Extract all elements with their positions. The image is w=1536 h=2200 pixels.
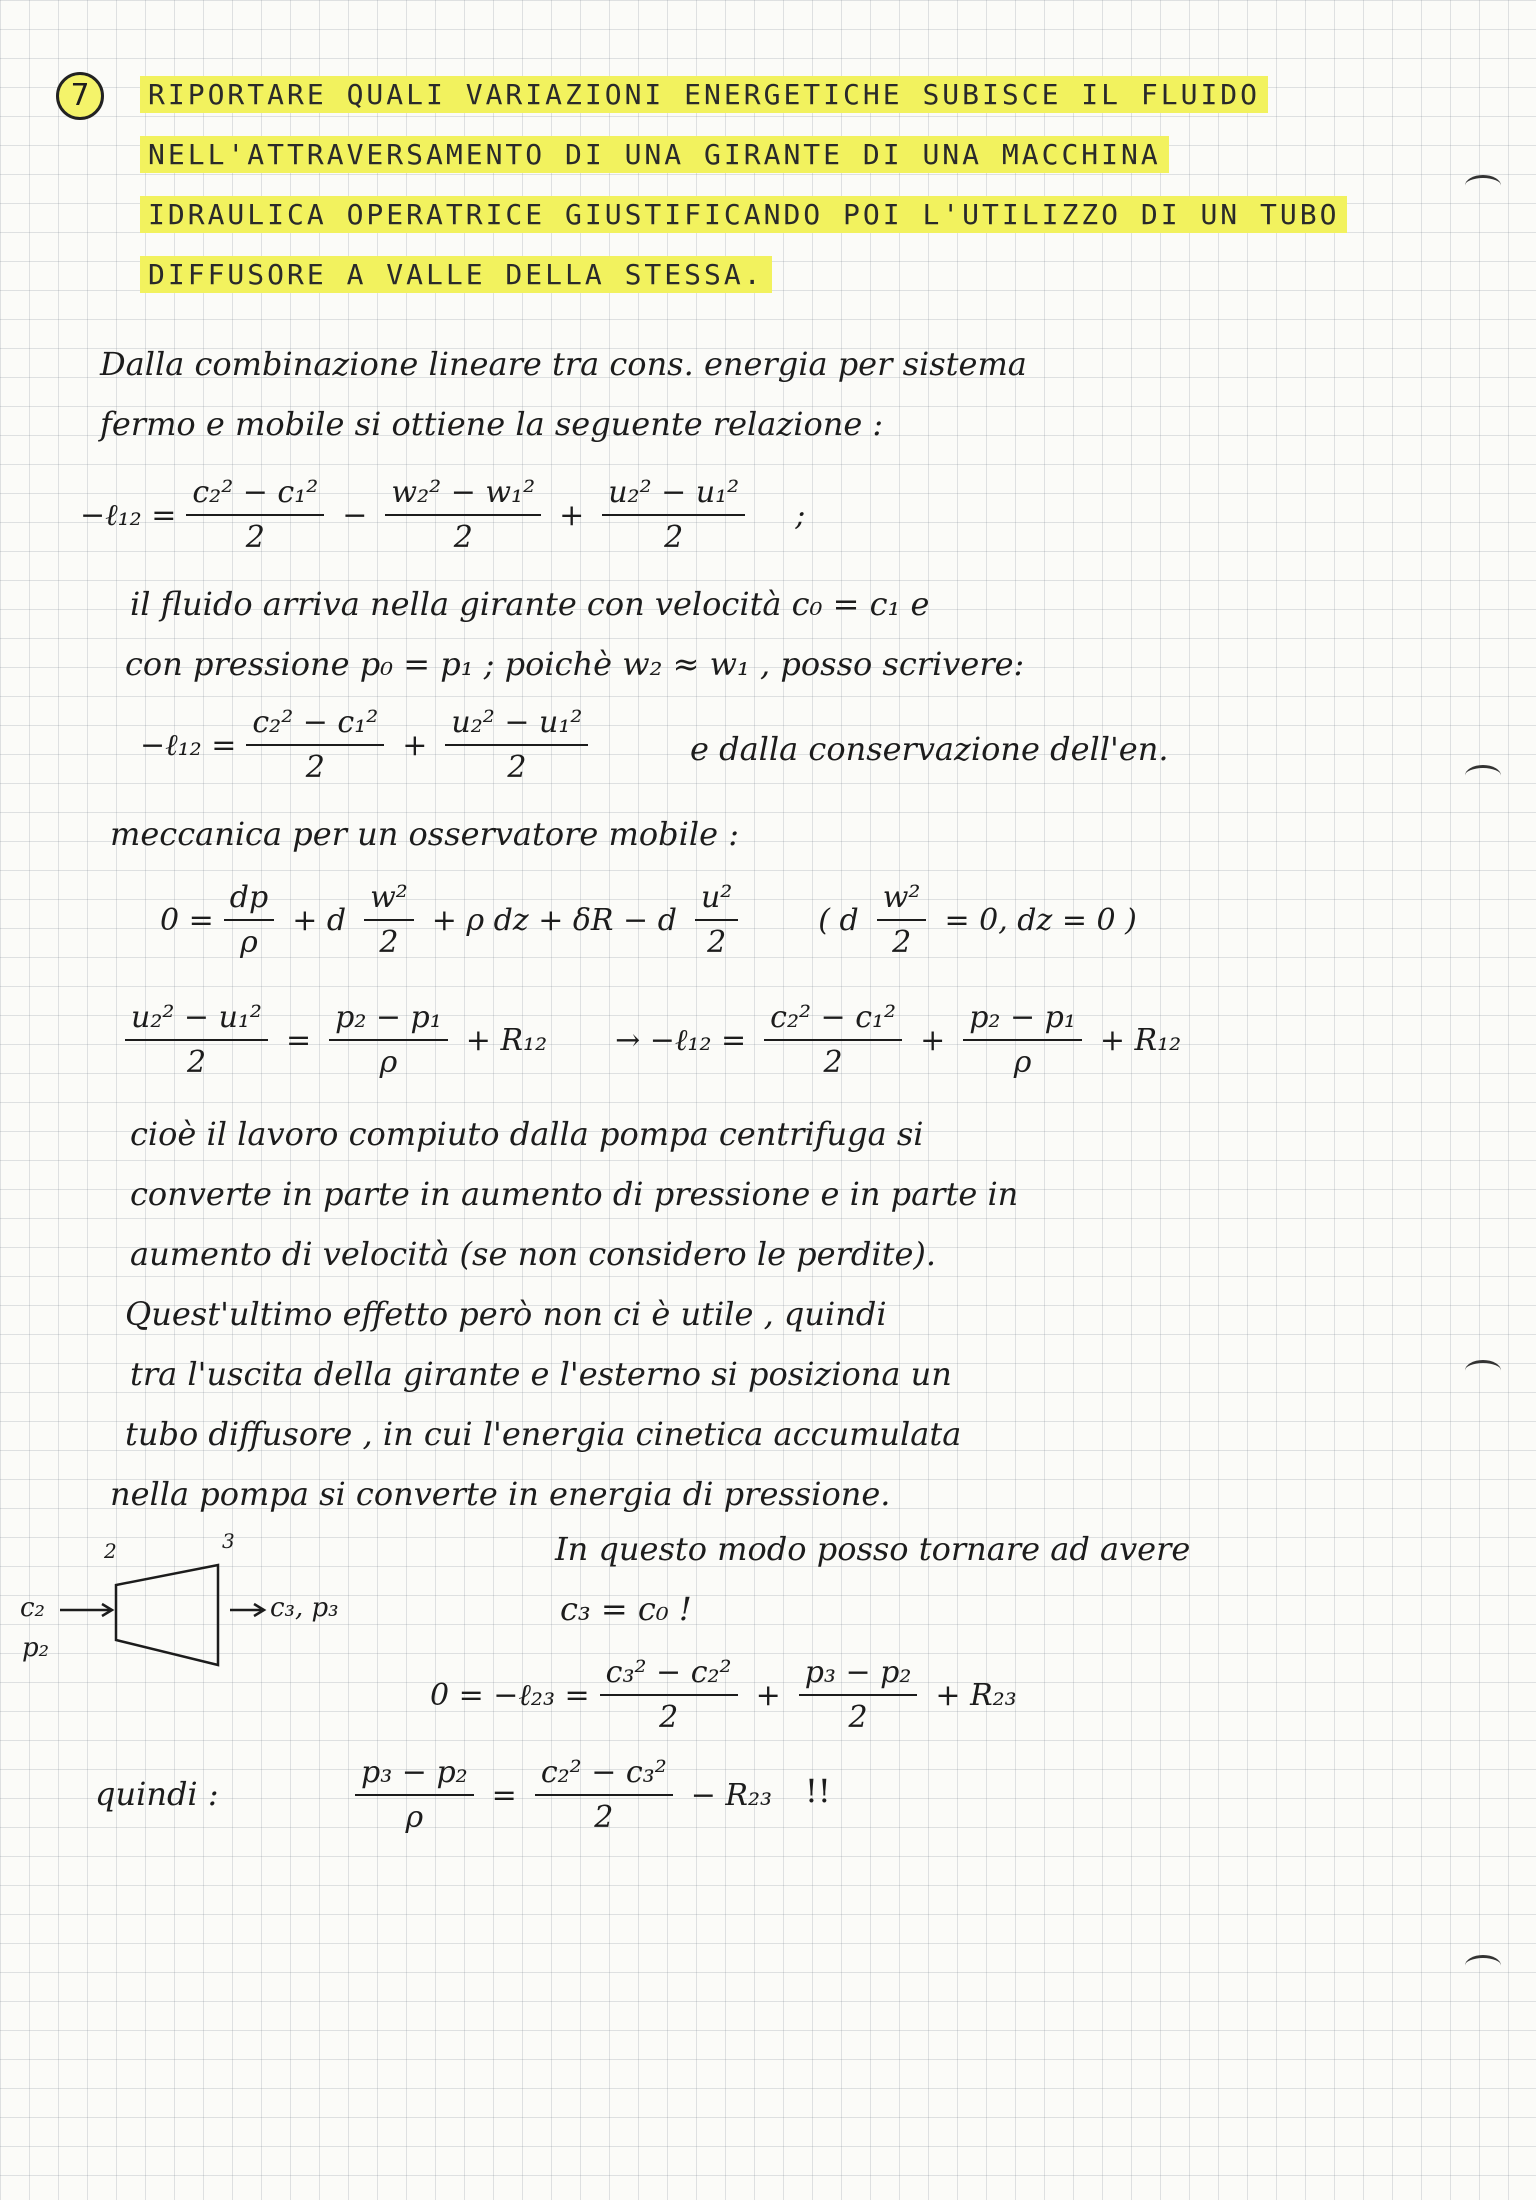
section-2-label: 2	[104, 1539, 117, 1563]
fraction: $\frac{\text{c₂² − c₁²}}{2}$	[246, 705, 384, 785]
eq-lhs: −ℓ₁₂ =	[80, 497, 177, 533]
text-line: converte in parte in aumento di pressione e in parte in	[130, 1175, 1019, 1213]
text-line: aumento di velocità (se non considero le perdite).	[130, 1235, 937, 1273]
inlet-velocity-label: c₂	[20, 1593, 45, 1623]
fraction: $\frac{\text{p₃ − p₂}}{2}$	[799, 1655, 918, 1735]
text-line: tra l'uscita della girante e l'esterno si posiziona un	[130, 1355, 952, 1393]
text-line: quindi :	[95, 1775, 219, 1813]
equation-energy: −ℓ₁₂ = $\frac{\text{c₂² − c₁²}}{2}$ − $\frac{\text{w₂² − w₁²}}{2}$ + $\frac{\text{u₂² − u₁²}}{2}$ ;	[80, 475, 806, 555]
binder-mark	[1465, 1955, 1501, 1976]
text-line: c₃ = c₀ !	[560, 1590, 692, 1628]
inlet-pressure-label: p₂	[22, 1633, 50, 1663]
diffuser-sketch	[20, 1529, 400, 1689]
fraction: $\frac{\text{w²}}{2}$	[877, 880, 927, 960]
question-number: 7	[56, 72, 104, 120]
equation-pressure-recovery: $\frac{\text{p₃ − p₂}}{\rho}$ = $\frac{\text{c₂² − c₃²}}{2}$ − R₂₃	[345, 1755, 780, 1835]
text-line: meccanica per un osservatore mobile :	[110, 815, 739, 853]
fraction: $\frac{\text{u²}}{2}$	[695, 880, 738, 960]
question-line-1: RIPORTARE QUALI VARIAZIONI ENERGETICHE SUBISCE IL FLUIDO	[140, 76, 1268, 113]
text-line: Quest'ultimo effetto però non ci è utile , quindi	[125, 1295, 887, 1333]
fraction: $\frac{\text{p₂ − p₁}}{\rho}$	[329, 1000, 448, 1080]
text-line: !!	[805, 1772, 831, 1810]
fraction: $\frac{\text{p₃ − p₂}}{\rho}$	[355, 1755, 474, 1835]
equation-simplified: −ℓ₁₂ = $\frac{\text{c₂² − c₁²}}{2}$ + $\frac{\text{u₂² − u₁²}}{2}$	[140, 705, 598, 785]
question-line-3: IDRAULICA OPERATRICE GIUSTIFICANDO POI L'UTILIZZO DI UN TUBO	[140, 196, 1347, 233]
text-line: con pressione p₀ = p₁ ; poichè w₂ ≈ w₁ , posso scrivere:	[125, 645, 1025, 683]
fraction: $\frac{\text{p₂ − p₁}}{\rho}$	[963, 1000, 1082, 1080]
fraction: $\frac{\text{u₂² − u₁²}}{2}$	[125, 1000, 268, 1080]
text-line: e dalla conservazione dell'en.	[690, 730, 1169, 768]
equation-diffuser: 0 = −ℓ₂₃ = $\frac{\text{c₃² − c₂²}}{2}$ + $\frac{\text{p₃ − p₂}}{2}$ + R₂₃	[430, 1655, 1017, 1735]
equation-mech-energy: 0 = $\frac{dp}{\rho}$ + d $\frac{\text{w²}}{2}$ + ρ dz + δR − d $\frac{\text{u²}}{2}$ ( d $\frac{\text{w²}}{2}$ = 0, dz = 0 )	[160, 880, 1137, 960]
binder-mark	[1465, 1360, 1501, 1381]
text-line: tubo diffusore , in cui l'energia cinetica accumulata	[125, 1415, 962, 1453]
text-line: fermo e mobile si ottiene la seguente relazione :	[100, 405, 884, 443]
fraction: $\frac{\text{c₂² − c₃²}}{2}$	[535, 1755, 673, 1835]
binder-mark	[1465, 175, 1501, 196]
binder-mark	[1465, 765, 1501, 786]
fraction: $\frac{dp}{\rho}$	[224, 880, 274, 960]
fraction: $\frac{\text{u₂² − u₁²}}{2}$	[445, 705, 588, 785]
fraction: $\frac{\text{c₂² − c₁²}}{2}$	[764, 1000, 902, 1080]
text-line: nella pompa si converte in energia di pressione.	[110, 1475, 891, 1513]
question-line-4: DIFFUSORE A VALLE DELLA STESSA.	[140, 256, 772, 293]
section-3-label: 3	[222, 1529, 235, 1553]
text-line: Dalla combinazione lineare tra cons. energia per sistema	[100, 345, 1027, 383]
text-line: In questo modo posso tornare ad avere	[555, 1530, 1191, 1568]
text-line: il fluido arriva nella girante con velocità c₀ = c₁ e	[130, 585, 930, 623]
fraction: $\frac{\text{w₂² − w₁²}}{2}$	[385, 475, 541, 555]
equation-relative-energy: $\frac{\text{u₂² − u₁²}}{2}$ = $\frac{\text{p₂ − p₁}}{\rho}$ + R₁₂ → −ℓ₁₂ = $\frac{\text{c₂² − c₁²}}{2}$ + $\frac{\text{p₂ − p₁}}{\rho}$ + R₁₂	[115, 1000, 1189, 1080]
text-line: cioè il lavoro compiuto dalla pompa centrifuga si	[130, 1115, 924, 1153]
fraction: $\frac{\text{w²}}{2}$	[364, 880, 414, 960]
fraction: $\frac{\text{c₃² − c₂²}}{2}$	[600, 1655, 738, 1735]
fraction: $\frac{\text{u₂² − u₁²}}{2}$	[602, 475, 745, 555]
fraction: $\frac{\text{c₂² − c₁²}}{2}$	[186, 475, 324, 555]
diffuser-drawing	[20, 1555, 400, 1685]
question-line-2: NELL'ATTRAVERSAMENTO DI UNA GIRANTE DI UNA MACCHINA	[140, 136, 1169, 173]
outlet-label: c₃, p₃	[270, 1593, 339, 1623]
